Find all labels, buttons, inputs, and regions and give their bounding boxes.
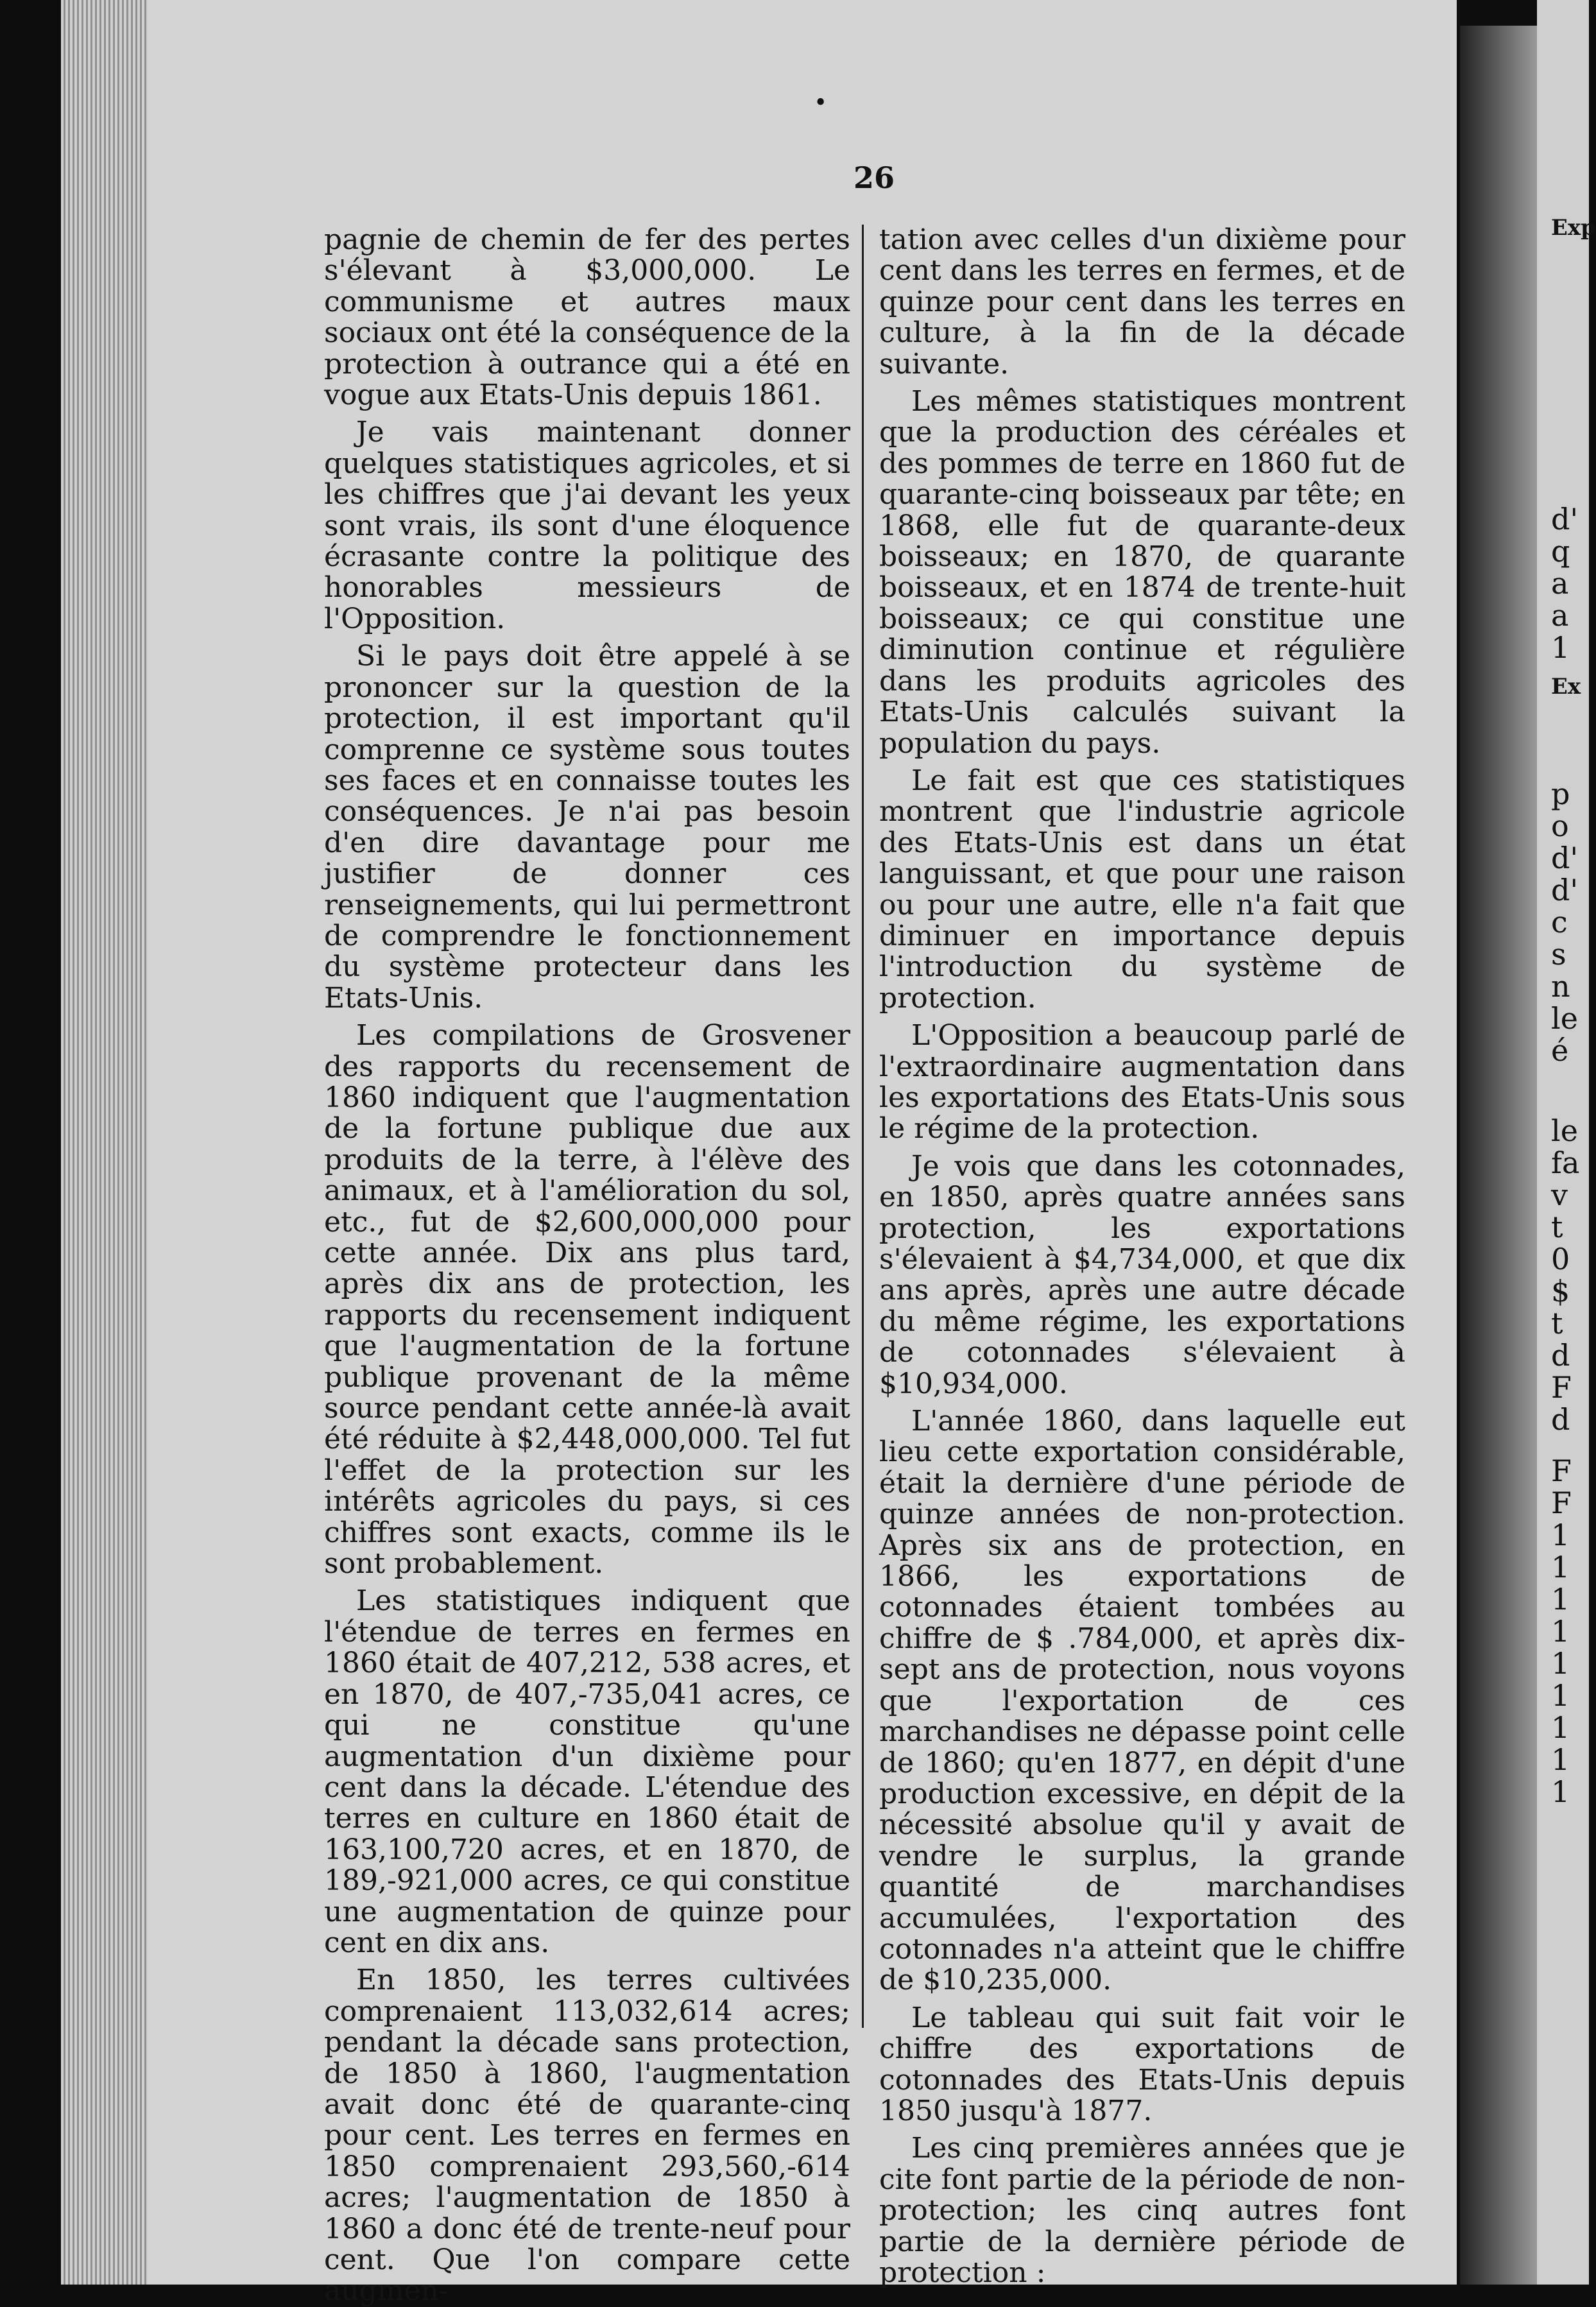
- facing-page-fragment: 1: [1551, 1678, 1570, 1713]
- facing-page-fragment: q: [1551, 534, 1570, 569]
- paragraph: L'Opposition a beaucoup parlé de l'extraordinaire augmentation dans les exportations des Etats-Unis sous le régime de la protection.: [879, 1019, 1405, 1145]
- facing-page-fragment: s: [1551, 937, 1566, 972]
- print-mark: •: [814, 90, 828, 116]
- paragraph: tation avec celles d'un dixième pour cent dans les terres en fermes, et de quinze pour cent dans les terres en culture, à la fin de la décade suivante.: [879, 223, 1405, 381]
- facing-page-fragment: 1: [1551, 630, 1570, 665]
- facing-page-fragment: le: [1551, 1113, 1578, 1148]
- paragraph: Si le pays doit être appelé à se prononcer sur la question de la protection, il est important qu'il comprenne ce système sous toutes ses faces et en connaisse toutes les conséquences. Je n'ai pas besoin d'en dire davantage pour me justifier de donner ces renseignements, qui lui permettront de comprendre le fonctionnement du système protecteur dans les Etats-Unis.: [324, 640, 850, 1015]
- facing-page-fragment: 1: [1551, 1518, 1570, 1552]
- facing-page-fragment: t: [1551, 1210, 1563, 1244]
- paragraph: Je vois que dans les cotonnades, en 1850, après quatre années sans protection, les exportations s'élevaient à $4,734,000, et que dix ans après, après une autre décade du même régime, les exportations de cotonnades s'élevaient à $10,934,000.: [879, 1149, 1405, 1400]
- paragraph: L'année 1860, dans laquelle eut lieu cette exportation considérable, était la dernière d'une période de quinze années de non-protection. Après six ans de protection, en 1866, les exportations de cotonnades étaient tombées au chiffre de $ .784,000, et après dix-sept ans de protection, nous voyons que l'exportation de ces marchandises ne dépasse point celle de 1860; qu'en 1877, en dépit d'une production excessive, en dépit de la nécessité absolue qu'il y avait de vendre le surplus, la grande quantité de marchandises accumulées, l'exportation des cotonnades n'a atteint que le chiffre de $10,235,000.: [879, 1405, 1405, 1997]
- facing-page-fragment: t: [1551, 1306, 1563, 1341]
- facing-page-fragment: o: [1551, 809, 1569, 843]
- facing-page-fragment: d: [1551, 1338, 1570, 1373]
- facing-page-fragment: 1: [1551, 1710, 1570, 1745]
- facing-page-fragment: 1: [1551, 1550, 1570, 1584]
- facing-page-fragment: d': [1551, 873, 1579, 907]
- facing-page-fragment: c: [1551, 905, 1568, 939]
- facing-page-fragment: le: [1551, 1001, 1578, 1036]
- facing-page-fragment: n: [1551, 969, 1570, 1004]
- facing-page-fragment: 1: [1551, 1614, 1570, 1649]
- facing-page-fragment: 1: [1551, 1742, 1570, 1777]
- paragraph: Le tableau qui suit fait voir le chiffre des exportations de cotonnades des Etats-Unis depuis 1850 jusqu'à 1877.: [879, 2001, 1405, 2127]
- facing-page-fragment: v: [1551, 1178, 1568, 1212]
- paragraph: Les statistiques indiquent que l'étendue de terres en fermes en 1860 était de 407,212, 538 acres, et en 1870, de 407,-735,041 acres, ce qui ne constitue qu'une augmentation d'un dixième pour cent dans la décade. L'étendue des terres en culture en 1860 était de 163,100,720 acres, et en 1870, de 189,-921,000 acres, ce qui constitue une augmentation de quinze pour cent en dix ans.: [324, 1584, 850, 1959]
- book-page-edges: [61, 0, 151, 2285]
- binding-gutter-shadow: [1460, 26, 1537, 2285]
- facing-page-fragment: fa: [1551, 1145, 1580, 1180]
- facing-page-fragment: a: [1551, 566, 1569, 601]
- facing-page-fragment: 1: [1551, 1774, 1570, 1809]
- right-text-column: [879, 225, 1405, 2288]
- facing-page-fragment: Exp: [1551, 215, 1596, 241]
- facing-page-fragment: 1: [1551, 1582, 1570, 1617]
- facing-page-fragment: d': [1551, 841, 1579, 875]
- page-number: 26: [854, 160, 895, 195]
- paragraph: En 1850, les terres cultivées comprenaient 113,032,614 acres; pendant la décade sans protection, de 1850 à 1860, l'augmentation avait donc été de quarante-cinq pour cent. Les terres en fermes en 1850 comprenaient 293,560,-614 acres; l'augmentation de 1850 à 1860 a donc été de trente-neuf pour cent. Que l'on compare cette augmen-: [324, 1964, 850, 2307]
- facing-page-fragment: p: [1551, 776, 1570, 811]
- facing-page-fragment: F: [1551, 1370, 1572, 1405]
- facing-page-fragment: F: [1551, 1454, 1572, 1488]
- paragraph: pagnie de chemin de fer des pertes s'élevant à $3,000,000. Le communisme et autres maux sociaux ont été la conséquence de la protection à outrance qui a été en vogue aux Etats-Unis depuis 1861.: [324, 223, 850, 412]
- facing-page-fragment: F: [1551, 1486, 1572, 1520]
- facing-page-fragment: 1: [1551, 1646, 1570, 1681]
- facing-page-fragment: a: [1551, 598, 1569, 633]
- paragraph: Je vais maintenant donner quelques statistiques agricoles, et si les chiffres que j'ai devant les yeux sont vrais, ils sont d'une éloquence écrasante contre la politique des honorables messieurs de l'Opposition.: [324, 416, 850, 635]
- paragraph: Les cinq premières années que je cite font partie de la période de non-protection; les cinq autres font partie de la dernière période de protection :: [879, 2132, 1405, 2289]
- facing-page-fragment: $: [1551, 1274, 1570, 1308]
- facing-page-edge: [1537, 0, 1596, 2285]
- paragraph: Les mêmes statistiques montrent que la production des céréales et des pommes de terre en 1860 fut de quarante-cinq boisseaux par tête; en 1868, elle fut de quarante-deux boisseaux; en 1870, de quarante boisseaux, et en 1874 de trente-huit boisseaux; ce qui constitue une diminution continue et régulière dans les produits agricoles des Etats-Unis calculés suivant la population du pays.: [879, 385, 1405, 760]
- facing-page-fragment: d: [1551, 1402, 1570, 1437]
- facing-page-fragment: Ex: [1551, 674, 1581, 699]
- facing-page-fragment: 0: [1551, 1242, 1570, 1276]
- facing-page-fragment: d': [1551, 502, 1579, 536]
- facing-page-fragment: é: [1551, 1033, 1569, 1068]
- left-text-column: [324, 225, 850, 2307]
- paragraph: Les compilations de Grosvener des rapports du recensement de 1860 indiquent que l'augmentation de la fortune publique due aux produits de la terre, à l'élève des animaux, et à l'amélioration du sol, etc., fut de $2,600,000,000 pour cette année. Dix ans plus tard, après dix ans de protection, les rapports du recensement indiquent que l'augmentation de la fortune publique provenant de la même source pendant cette année-là avait été réduite à $2,448,000,000. Tel fut l'effet de la protection sur les intérêts agricoles du pays, si ces chiffres sont exacts, comme ils le sont probablement.: [324, 1019, 850, 1581]
- column-divider: [862, 225, 864, 2028]
- paragraph: Le fait est que ces statistiques montrent que l'industrie agricole des Etats-Unis est dans un état languissant, et que pour une raison ou pour une autre, elle n'a fait que diminuer en importance depuis l'introduction du système de protection.: [879, 764, 1405, 1015]
